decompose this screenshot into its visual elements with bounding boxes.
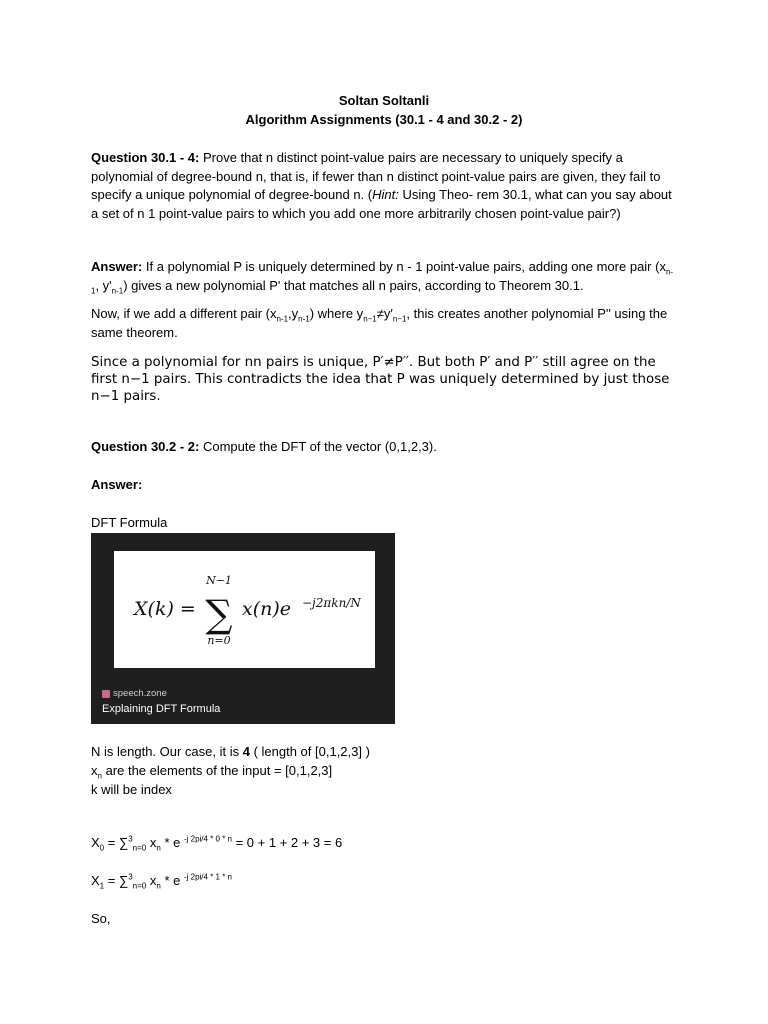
answer-label-2 xyxy=(91,476,681,495)
subscript: n xyxy=(156,881,161,891)
dft-formula-graphic xyxy=(114,551,375,668)
source-text: speech.zone xyxy=(113,688,167,699)
image-source xyxy=(102,688,167,700)
question-text: Compute the DFT of the vector (0,1,2,3). xyxy=(199,439,437,454)
subscript: n xyxy=(156,843,161,853)
question-30-2-2 xyxy=(91,438,681,457)
formula-card xyxy=(114,551,375,668)
answer-text: Now, if we add a different pair (x xyxy=(91,306,277,321)
text: x xyxy=(91,763,98,778)
text: are the elements of the input = [0,1,2,3] xyxy=(101,763,333,778)
text: = 0 + 1 + 2 + 3 = 6 xyxy=(231,835,343,850)
question-label: Question 30.2 - 2: xyxy=(91,439,200,454)
sum-lower-limit: n=0 xyxy=(207,634,231,647)
superscript: 3 xyxy=(128,834,133,844)
hint-text: Using Theo- rem 30.1, what can you say about a set of n 1 point-value pairs to which you add one more arbitrarily chosen point-value pair?) xyxy=(91,187,672,221)
dft-formula-image xyxy=(91,533,395,724)
exponent: -j 2pi/4 * 1 * n xyxy=(183,872,232,882)
answer-text: ) where y xyxy=(309,306,364,321)
subscript: n-1 xyxy=(298,314,310,324)
question-text: Prove that n distinct point-value pairs are necessary to uniquely specify a polynomial of degree-bound n, that is, if fewer than n distinct point-value pairs are given, they fail to specify a unique polynomial of degree-bound n. ( xyxy=(91,150,661,202)
author-name: Soltan Soltanli xyxy=(338,93,430,108)
answer-text: ≠y′ xyxy=(376,306,393,321)
answer-label: Answer: xyxy=(91,259,143,274)
formula-exponent: −j2πkn/N xyxy=(302,596,361,610)
so-line: So, xyxy=(91,911,111,926)
subscript: n-1 xyxy=(111,286,124,296)
text: x xyxy=(146,873,157,888)
answer-paragraph-2 xyxy=(91,305,681,342)
text: = ∑ xyxy=(104,873,129,888)
answer-text: ) gives a new polynomial P' that matches all n pairs, according to Theorem 30.1. xyxy=(123,277,584,293)
x0-equation xyxy=(91,834,342,852)
answer-paragraph-1 xyxy=(91,258,681,295)
elements-line xyxy=(91,762,332,780)
index-line: k will be index xyxy=(91,782,172,797)
text: * e xyxy=(160,873,184,888)
answer-label: Answer: xyxy=(91,477,143,492)
hint-label: Hint: xyxy=(372,187,399,202)
answer-text: If a polynomial P is uniquely determined by n - 1 point-value pairs, adding one more pair (x xyxy=(142,259,666,274)
text: X xyxy=(91,873,100,888)
answer-text: ,y xyxy=(288,306,299,321)
length-value: 4 xyxy=(242,744,250,759)
sum-symbol: ∑ xyxy=(205,592,233,636)
answer-text: , this creates another polynomial P'' using the same theorem. xyxy=(91,306,668,340)
question-30-1-4 xyxy=(91,149,681,223)
formula-rhs: x(n)e xyxy=(242,598,292,620)
exponent: -j 2pi/4 * 0 * n xyxy=(183,834,232,844)
superscript: 3 xyxy=(128,872,133,882)
document-title: Algorithm Assignments (30.1 - 4 and 30.2 - 2) xyxy=(245,112,523,127)
image-caption: Explaining DFT Formula xyxy=(102,703,221,715)
subscript: n=0 xyxy=(132,881,147,891)
length-line xyxy=(91,743,370,761)
subscript: 1 xyxy=(99,881,105,891)
subscript: n xyxy=(97,771,102,781)
subscript: n=0 xyxy=(132,843,147,853)
subscript: n-1 xyxy=(276,314,289,324)
site-favicon-icon xyxy=(102,690,110,698)
subscript: n−1 xyxy=(392,314,407,324)
text: = ∑ xyxy=(104,835,129,850)
x1-equation xyxy=(91,872,232,890)
text: X xyxy=(91,835,100,850)
text: * e xyxy=(160,835,184,850)
subscript: n−1 xyxy=(363,314,377,324)
answer-paragraph-3: Since a polynomial for nn pairs is unique, P′≠P′′. But both P′ and P′′ still agree on the first n−1 pairs. This contradicts the idea that P was uniquely determined by just those n−1 pairs. xyxy=(91,355,670,404)
question-label: Question 30.1 - 4: xyxy=(91,150,200,165)
subscript: n-1 xyxy=(91,267,674,296)
dft-formula-label: DFT Formula xyxy=(91,515,168,530)
text: ( length of [0,1,2,3] ) xyxy=(249,744,370,759)
text: N is length. Our case, it is xyxy=(91,744,243,759)
answer-text: , y' xyxy=(95,277,112,293)
subscript: 0 xyxy=(99,843,105,853)
text: x xyxy=(146,835,157,850)
sum-upper-limit: N−1 xyxy=(206,574,232,587)
formula-lhs: X(k) = xyxy=(134,598,196,620)
